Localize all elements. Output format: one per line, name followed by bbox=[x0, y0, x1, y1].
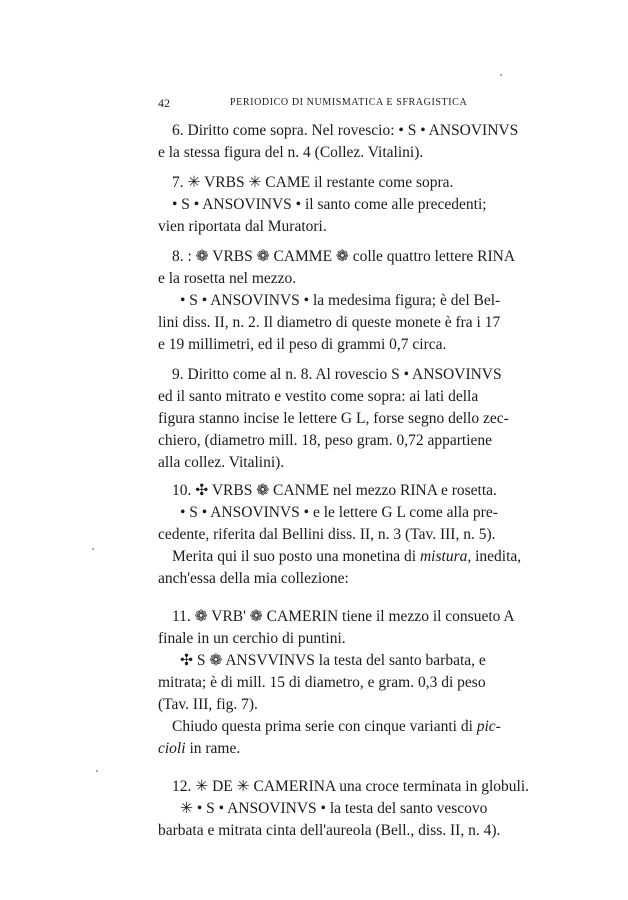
text-line: cedente, riferita dal Bellini diss. II, n. 3 (Tav. III, n. 5). bbox=[158, 526, 496, 543]
text-line: 8. : ❁ VRBS ❁ CAMME ❁ colle quattro lettere RINA bbox=[172, 248, 516, 265]
text-line: figura stanno incise le lettere G L, forse segno dello zec- bbox=[158, 410, 509, 427]
text-run: inedita, bbox=[471, 548, 522, 565]
text-run-italic: cioli bbox=[158, 740, 186, 757]
scan-speck bbox=[96, 770, 98, 772]
text-line: 12. ✳ DE ✳ CAMERINA una croce terminata in globuli. bbox=[172, 778, 530, 795]
text-run: Merita qui il suo posto una monetina di bbox=[172, 548, 420, 565]
text-run: in rame. bbox=[189, 740, 241, 757]
text-line: chiero, (diametro mill. 18, peso gram. 0,72 appartiene bbox=[158, 432, 493, 449]
text-line: barbata e mitrata cinta dell'aureola (Bell., diss. II, n. 4). bbox=[158, 822, 501, 839]
text-run: Chiudo questa prima serie con cinque varianti di bbox=[172, 718, 477, 735]
text-line: ✣ S ❁ ANSVVINVS la testa del santo barbata, e bbox=[180, 652, 486, 669]
text-line bbox=[172, 716, 534, 738]
text-line: (Tav. III, fig. 7). bbox=[158, 696, 258, 713]
text-line: ed il santo mitrato e vestito come sopra: ai lati della bbox=[158, 388, 479, 405]
text-line: 11. ❁ VRB' ❁ CAMERIN tiene il mezzo il consueto A bbox=[172, 608, 515, 625]
text-run-italic: mistura, bbox=[419, 548, 472, 565]
text-line: 7. ✳ VRBS ✳ CAME il restante come sopra. bbox=[172, 174, 454, 191]
text-line: mitrata; è di mill. 15 di diametro, e gram. 0,3 di peso bbox=[158, 674, 486, 691]
text-line: vien riportata dal Muratori. bbox=[158, 218, 327, 235]
text-line: alla collez. Vitalini). bbox=[158, 454, 285, 471]
text-line: 6. Diritto come sopra. Nel rovescio: • S • ANSOVINVS bbox=[172, 122, 519, 139]
text-line: • S • ANSOVINVS • il santo come alle precedenti; bbox=[172, 196, 487, 213]
text-line: e la stessa figura del n. 4 (Collez. Vitalini). bbox=[158, 144, 424, 161]
text-line: 10. ✣ VRBS ❁ CANME nel mezzo RINA e rosetta. bbox=[172, 482, 497, 499]
text-line: e la rosetta nel mezzo. bbox=[158, 270, 297, 287]
text-line: lini diss. II, n. 2. Il diametro di queste monete è fra i 17 bbox=[158, 314, 501, 331]
scan-speck bbox=[500, 74, 502, 76]
text-line: 9. Diritto come al n. 8. Al rovescio S • ANSOVINVS bbox=[172, 366, 502, 383]
text-run-italic: pic- bbox=[476, 718, 501, 735]
running-title: PERIODICO DI NUMISMATICA E SFRAGISTICA bbox=[230, 97, 468, 108]
text-line: e 19 millimetri, ed il peso di grammi 0,7 circa. bbox=[158, 336, 447, 353]
scan-speck bbox=[92, 548, 94, 550]
page-header bbox=[158, 96, 534, 112]
text-line bbox=[158, 738, 534, 760]
text-line: • S • ANSOVINVS • la medesima figura; è del Bel- bbox=[180, 292, 501, 309]
text-line: • S • ANSOVINVS • e le lettere G L come alla pre- bbox=[180, 504, 498, 521]
text-line: finale in un cerchio di puntini. bbox=[158, 630, 346, 647]
text-line: anch'essa della mia collezione: bbox=[158, 570, 349, 587]
page-number: 42 bbox=[158, 96, 170, 110]
text-line: ✳ • S • ANSOVINVS • la testa del santo vescovo bbox=[180, 800, 488, 817]
text-line bbox=[172, 546, 534, 568]
